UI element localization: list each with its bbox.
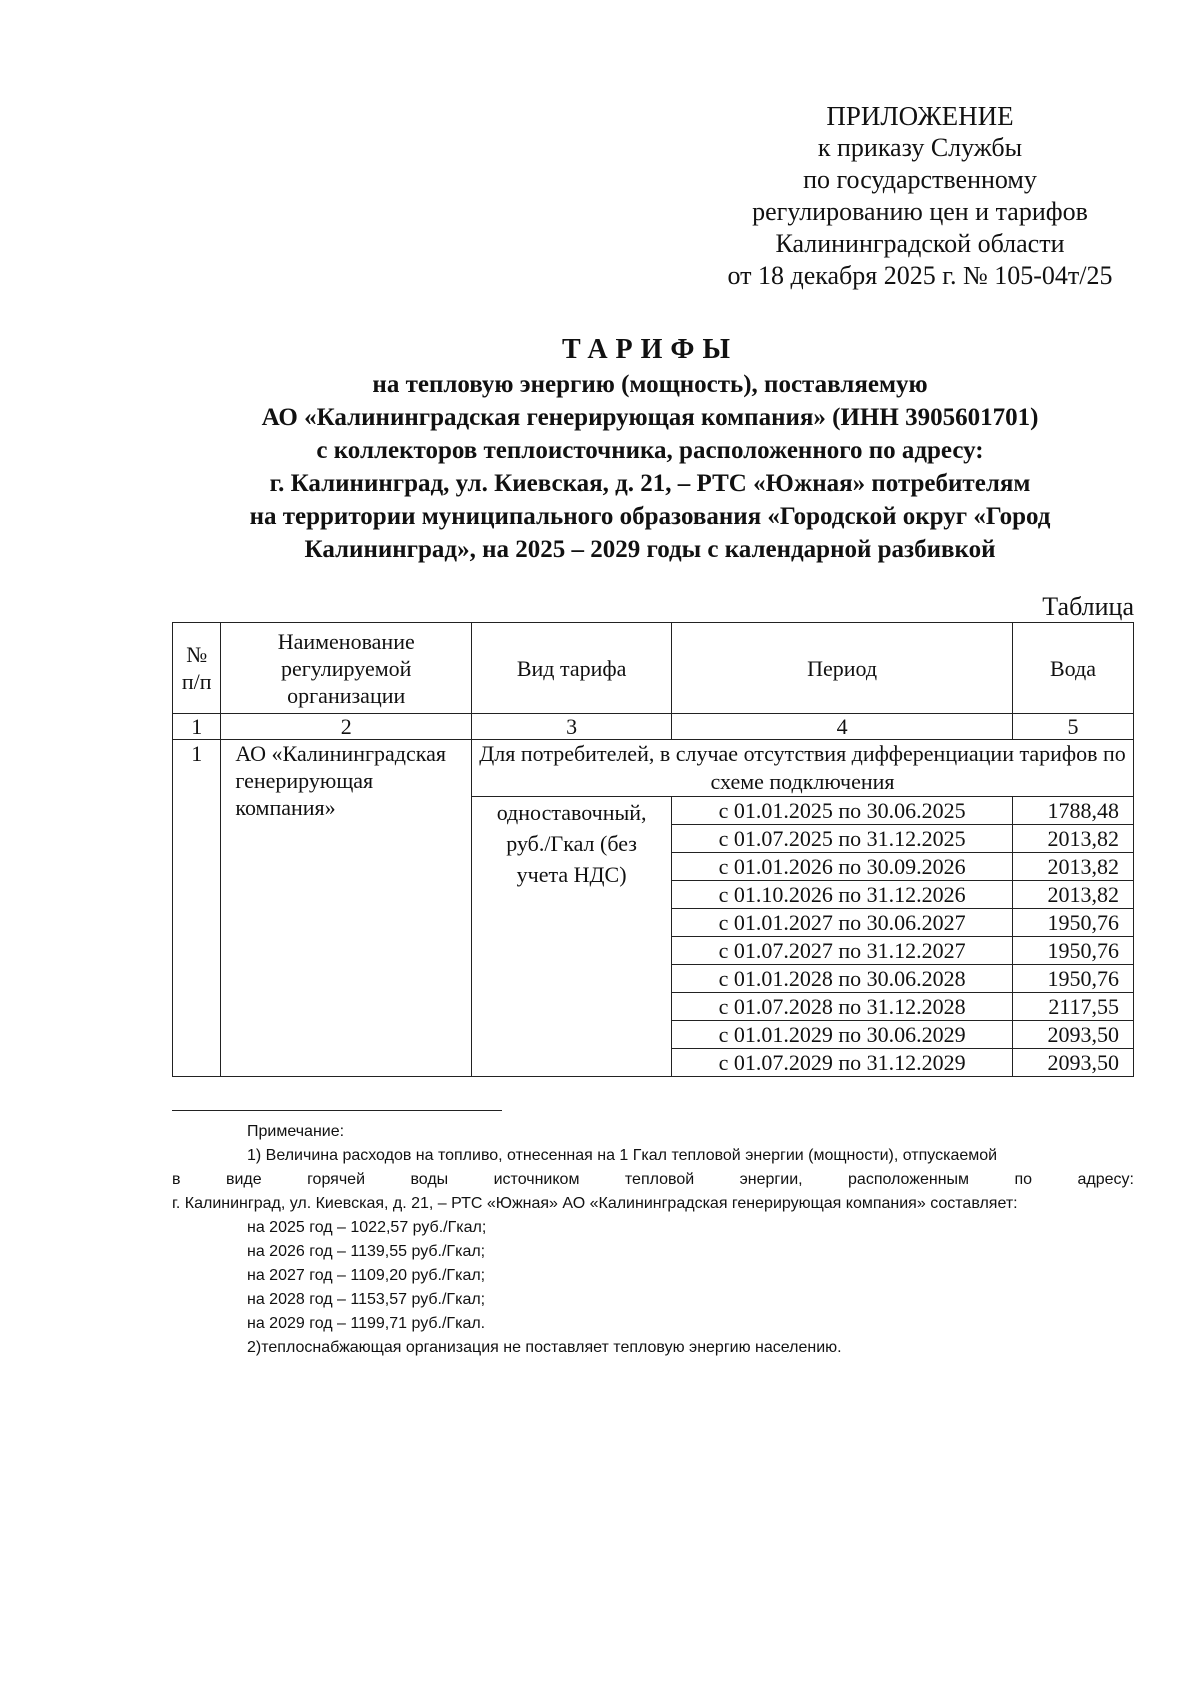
row-kind: одноставочный, руб./Гкал (без учета НДС) bbox=[472, 797, 672, 1077]
value-cell: 2093,50 bbox=[1013, 1021, 1134, 1049]
title-line: г. Калининград, ул. Киевская, д. 21, – РТС «Южная» потребителям bbox=[269, 470, 1031, 497]
period-cell: с 01.10.2026 по 31.12.2026 bbox=[672, 881, 1013, 909]
value-cell: 1950,76 bbox=[1013, 909, 1134, 937]
table-index-row bbox=[173, 714, 1134, 740]
note-year-line: на 2025 год – 1022,57 руб./Гкал; bbox=[247, 1219, 487, 1236]
note-2: 2)теплоснабжающая организация не поставляет тепловую энергию населению. bbox=[247, 1339, 842, 1356]
note-1-line: 1) Величина расходов на топливо, отнесенная на 1 Гкал тепловой энергии (мощности), отпускаемой bbox=[247, 1147, 998, 1164]
row-org: АО «Калининградская генерирующая компания» bbox=[221, 740, 472, 1077]
title-line: АО «Калининградская генерирующая компания» (ИНН 3905601701) bbox=[261, 404, 1039, 431]
title-line: с коллекторов теплоисточника, расположенного по адресу: bbox=[316, 437, 984, 464]
period-cell: с 01.01.2027 по 30.06.2027 bbox=[672, 909, 1013, 937]
header-num: № п/п bbox=[173, 623, 221, 714]
period-cell: с 01.07.2029 по 31.12.2029 bbox=[672, 1049, 1013, 1077]
index-cell: 3 bbox=[472, 714, 672, 740]
footnote-divider bbox=[172, 1110, 502, 1111]
period-cell: с 01.01.2025 по 30.06.2025 bbox=[672, 797, 1013, 825]
period-cell: с 01.01.2028 по 30.06.2028 bbox=[672, 965, 1013, 993]
index-cell: 2 bbox=[221, 714, 472, 740]
period-cell: с 01.01.2026 по 30.09.2026 bbox=[672, 853, 1013, 881]
note-year-line: на 2027 год – 1109,20 руб./Гкал; bbox=[247, 1267, 486, 1284]
period-cell: с 01.07.2028 по 31.12.2028 bbox=[672, 993, 1013, 1021]
period-cell: с 01.01.2029 по 30.06.2029 bbox=[672, 1021, 1013, 1049]
value-cell: 2013,82 bbox=[1013, 881, 1134, 909]
table-header-row bbox=[173, 623, 1134, 714]
appendix-heading: ПРИЛОЖЕНИЕ bbox=[826, 101, 1014, 131]
note-1-line: г. Калининград, ул. Киевская, д. 21, – РТС «Южная» АО «Калининградская генерирующая компания» составляет: bbox=[172, 1195, 1018, 1212]
table-row bbox=[173, 740, 1134, 797]
index-cell: 4 bbox=[672, 714, 1013, 740]
appendix-line: к приказу Службы bbox=[817, 133, 1023, 162]
appendix-line: от 18 декабря 2025 г. № 105-04т/25 bbox=[727, 261, 1113, 290]
document-title-block bbox=[170, 333, 1130, 566]
tariff-table bbox=[172, 622, 1134, 1077]
note-year-line: на 2026 год – 1139,55 руб./Гкал; bbox=[247, 1243, 486, 1260]
note-year-line: на 2029 год – 1199,71 руб./Гкал. bbox=[247, 1315, 486, 1332]
period-cell: с 01.07.2027 по 31.12.2027 bbox=[672, 937, 1013, 965]
index-cell: 1 bbox=[173, 714, 221, 740]
notes-heading: Примечание: bbox=[247, 1123, 345, 1140]
note-1-line: в виде горячей воды источником тепловой энергии, расположенным по адресу: bbox=[172, 1171, 1134, 1188]
appendix-line: регулированию цен и тарифов bbox=[752, 197, 1088, 226]
index-cell: 5 bbox=[1013, 714, 1134, 740]
table-label: Таблица bbox=[1042, 592, 1134, 621]
notes-block bbox=[172, 1120, 1134, 1360]
header-kind: Вид тарифа bbox=[472, 623, 672, 714]
value-cell: 2117,55 bbox=[1013, 993, 1134, 1021]
row-span-note: Для потребителей, в случае отсутствия дифференциации тарифов по схеме подключения bbox=[472, 740, 1134, 797]
period-cell: с 01.07.2025 по 31.12.2025 bbox=[672, 825, 1013, 853]
value-cell: 1950,76 bbox=[1013, 937, 1134, 965]
appendix-line: Калининградской области bbox=[775, 229, 1065, 258]
title-line: Калининград», на 2025 – 2029 годы с календарной разбивкой bbox=[304, 536, 996, 563]
appendix-line: по государственному bbox=[803, 165, 1037, 194]
header-period: Период bbox=[672, 623, 1013, 714]
header-org: Наименование регулируемой организации bbox=[221, 623, 472, 714]
value-cell: 1950,76 bbox=[1013, 965, 1134, 993]
title-line: на тепловую энергию (мощность), поставляемую bbox=[372, 371, 928, 398]
document-title: ТАРИФЫ bbox=[562, 334, 738, 365]
value-cell: 1788,48 bbox=[1013, 797, 1134, 825]
value-cell: 2013,82 bbox=[1013, 853, 1134, 881]
value-cell: 2093,50 bbox=[1013, 1049, 1134, 1077]
note-year-line: на 2028 год – 1153,57 руб./Гкал; bbox=[247, 1291, 486, 1308]
title-line: на территории муниципального образования «Городской округ «Город bbox=[249, 503, 1051, 530]
value-cell: 2013,82 bbox=[1013, 825, 1134, 853]
row-num: 1 bbox=[173, 740, 221, 1077]
header-value: Вода bbox=[1013, 623, 1134, 714]
appendix-block bbox=[690, 100, 1150, 292]
